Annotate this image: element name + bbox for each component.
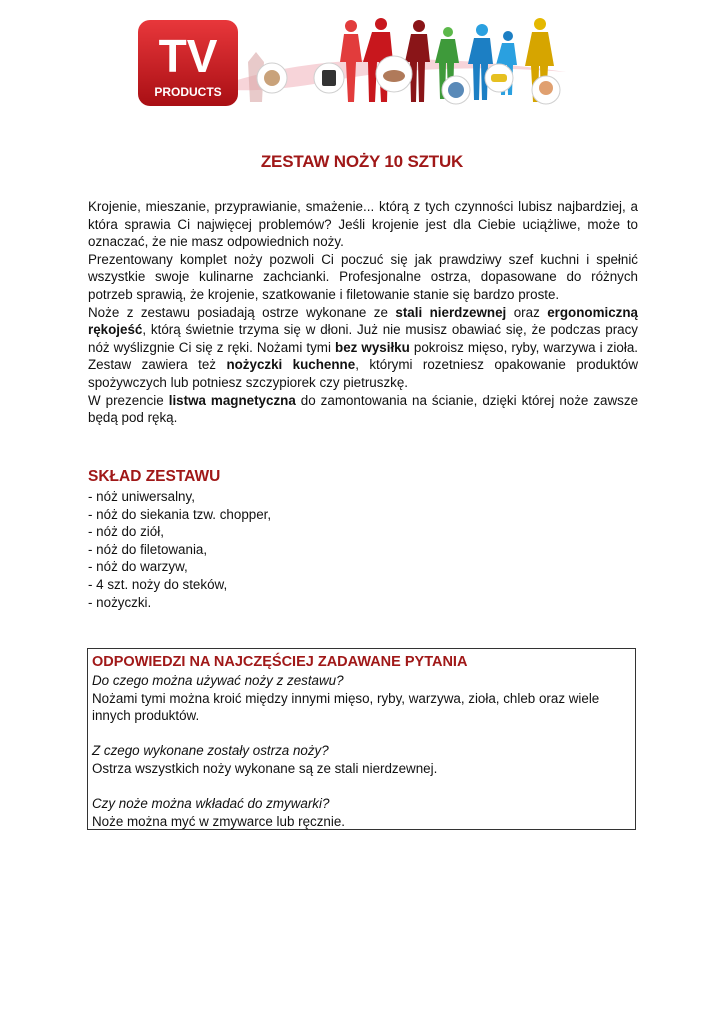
bold-text: bez wysiłku	[335, 339, 410, 355]
list-item: - nóż do filetowania,	[88, 541, 208, 557]
description-paragraph	[88, 392, 638, 427]
faq-answer: Noże można myć w zmywarce lub ręcznie.	[92, 813, 346, 829]
spacer	[92, 778, 631, 796]
bold-text: nożyczki kuchenne	[226, 357, 356, 373]
svg-text:TV: TV	[158, 30, 218, 82]
text-span: , którą świetnie trzyma się w dłoni. Już nie musisz obawiać się, że podczas pracy nóż wyślizgnie Ci się z ręki. Nożami tymi	[88, 322, 638, 355]
page-title: ZESTAW NOŻY 10 SZTUK	[260, 152, 464, 171]
product-description	[88, 198, 638, 427]
faq-question: Do czego można używać noży z zestawu?	[92, 673, 344, 688]
svg-text:PRODUCTS: PRODUCTS	[154, 85, 222, 99]
bold-text: stali nierdzewnej	[395, 304, 507, 320]
bold-text: ergonomiczną rękojeść	[88, 304, 638, 338]
header-banner	[136, 12, 572, 108]
text-span: Noże z zestawu posiadają ostrze wykonane ze	[88, 304, 396, 320]
faq-heading: ODPOWIEDZI NA NAJCZĘŚCIEJ ZADAWANE PYTANIA	[92, 654, 468, 670]
list-item: - nóż do warzyw,	[88, 559, 188, 575]
set-contents-list	[88, 488, 488, 611]
description-paragraph: Prezentowany komplet noży pozwoli Ci poczuć się jak prawdziwy szef kuchni i spełnić wszystkie swoje kulinarne zachcianki. Profesjonalne ostrza, dopasowane do różnych potrzeb sprawią, że krojenie, szatkowanie i filetowanie stanie się bardzo proste.	[88, 251, 638, 302]
faq-question: Czy noże można wkładać do zmywarki?	[92, 796, 330, 812]
text-span: do zamontowania na ścianie, dzięki której noże zawsze będą pod ręką.	[88, 392, 639, 426]
text-span: , którymi rozetniesz opakowanie produktów spożywczych lub potniesz szczypiorek czy pietruszkę.	[88, 357, 639, 390]
description-paragraph	[88, 304, 638, 392]
text-span: oraz	[506, 304, 548, 320]
faq-answer: Nożami tymi można kroić między innymi mięso, ryby, warzywa, zioła, chleb oraz wiele innych produktów.	[92, 690, 600, 724]
text-span: W prezencie	[88, 392, 169, 408]
list-item: - nożyczki.	[88, 594, 152, 610]
list-item: - nóż do ziół,	[88, 524, 164, 540]
list-item: - nóż uniwersalny,	[88, 489, 195, 504]
list-item: - 4 szt. noży do steków,	[88, 576, 228, 592]
description-paragraph: Krojenie, mieszanie, przyprawianie, smażenie... którą z tych czynności lubisz najbardziej, a która sprawia Ci najwięcej problemów? Jeśli krojenie jest dla Ciebie uciążliwe, może to oznaczać, że nie masz odpowiednich noży.	[88, 199, 638, 250]
set-contents-heading: SKŁAD ZESTAWU	[88, 468, 221, 485]
faq-answer: Ostrza wszystkich noży wykonane są ze stali nierdzewnej.	[92, 760, 438, 776]
tv-products-logo	[136, 12, 572, 108]
bold-text: listwa magnetyczna	[168, 392, 296, 408]
faq-box	[87, 648, 636, 830]
list-item: - nóż do siekania tzw. chopper,	[88, 506, 272, 522]
spacer	[92, 725, 631, 743]
faq-question: Z czego wykonane zostały ostrza noży?	[92, 743, 329, 759]
text-span: pokroisz mięso, ryby, warzywa i zioła. Zestaw zawiera też	[88, 339, 638, 373]
